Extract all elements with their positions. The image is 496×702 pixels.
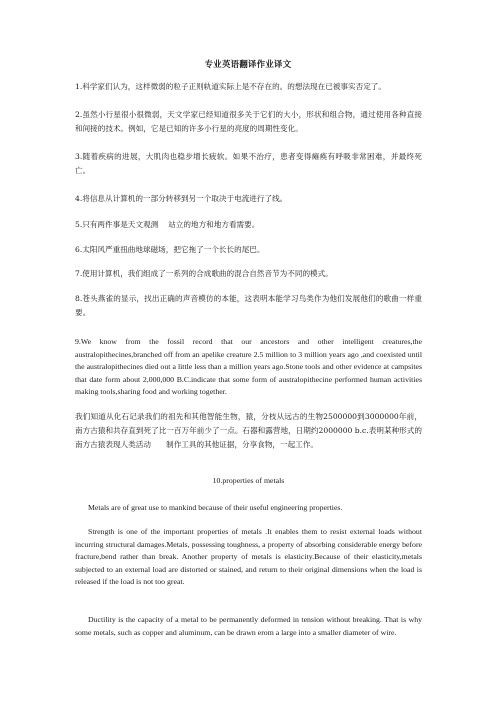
list-item: 1.科学家们认为，这样微弱的粒子正则轨道实际上是不存在的。的想法现在已被事实否定了。: [75, 82, 386, 91]
list-item: 8.苍头燕雀的显示，找出正确的声音模仿的本能，这表明本能学习鸟类作为他们发展他们的歌曲一样重要。: [75, 294, 422, 317]
item-9-chinese: 我们知道从化石记录我们的祖先和其他智能生物，猿，分枝从远古的生物2500000到3000000年前，南方古猿和共存直到死了比一百万年前少了一点。石器和露营地，日期约2000000 b.c.表明某种形式的南方古猿表现人类活动 制作工具的其他证据，分享食物，一起工作。: [75, 412, 422, 449]
list-item: 6.太阳风严重扭曲地球磁场，把它拖了一个长长的尾巴。: [75, 245, 265, 254]
list-item: 3.随着疾病的进展，大肌肉也稳步增长疲软。如果不治疗，患者变得瘫痪有呼吸非常困难，并最终死亡。: [75, 152, 422, 175]
paragraph: Strength is one of the important properties of metals .It enables them to resist external loads without incurring structural damages.Metals, possessing toughness, a property of absorbing considerable energy before fracture,bend rather than break. Another property of metals is elasticity.Because of their elasticity,metals subjected to an external load are distorted or stained, and return to their original dimensions when the load is released if the load is not too great.: [75, 527, 422, 586]
paragraph: Metals are of great use to mankind because of their useful engineering properties.: [88, 503, 343, 512]
list-item: 7.使用计算机，我们组成了一系列的合成歌曲的混合自然音节为不同的模式。: [75, 269, 333, 278]
item-9-english: 9.We know from the fossil record that our ancestors and other intelligent creatures,the australopithecines,branched off from an apelike creature 2.5 million to 3 million years ago ,and coexisted until the australopithecines died out a little less than a million years ago.Stone tools and other evidence at campsites that date form about 2,000,000 B.C.indicate that some form of australopithecine performed human activities making tools,sharing food and working together.: [75, 337, 440, 396]
list-item: 2.虽然小行星很小很微弱，天文学家已经知道很多关于它们的大小，形状和组合物，通过使用各种直接和间接的技术。例如，它是已知的许多小行星的亮度的周期性变化。: [75, 110, 422, 133]
list-item: 5.只有两件事是天文观测 站立的地方和地方看需要。: [75, 220, 260, 229]
paragraph: Ductility is the capacity of a metal to be permanently deformed in tension without breaking. That is why some metals, such as copper and aluminum, can be drawn erom a large into a smaller diameter of wire.: [75, 615, 422, 637]
document-title: 专业英语翻译作业译文: [204, 59, 292, 69]
section-title: 10.properties of metals: [212, 476, 285, 485]
list-item: 4.将信息从计算机的一部分转移到另一个取决于电流进行了线。: [75, 194, 288, 203]
